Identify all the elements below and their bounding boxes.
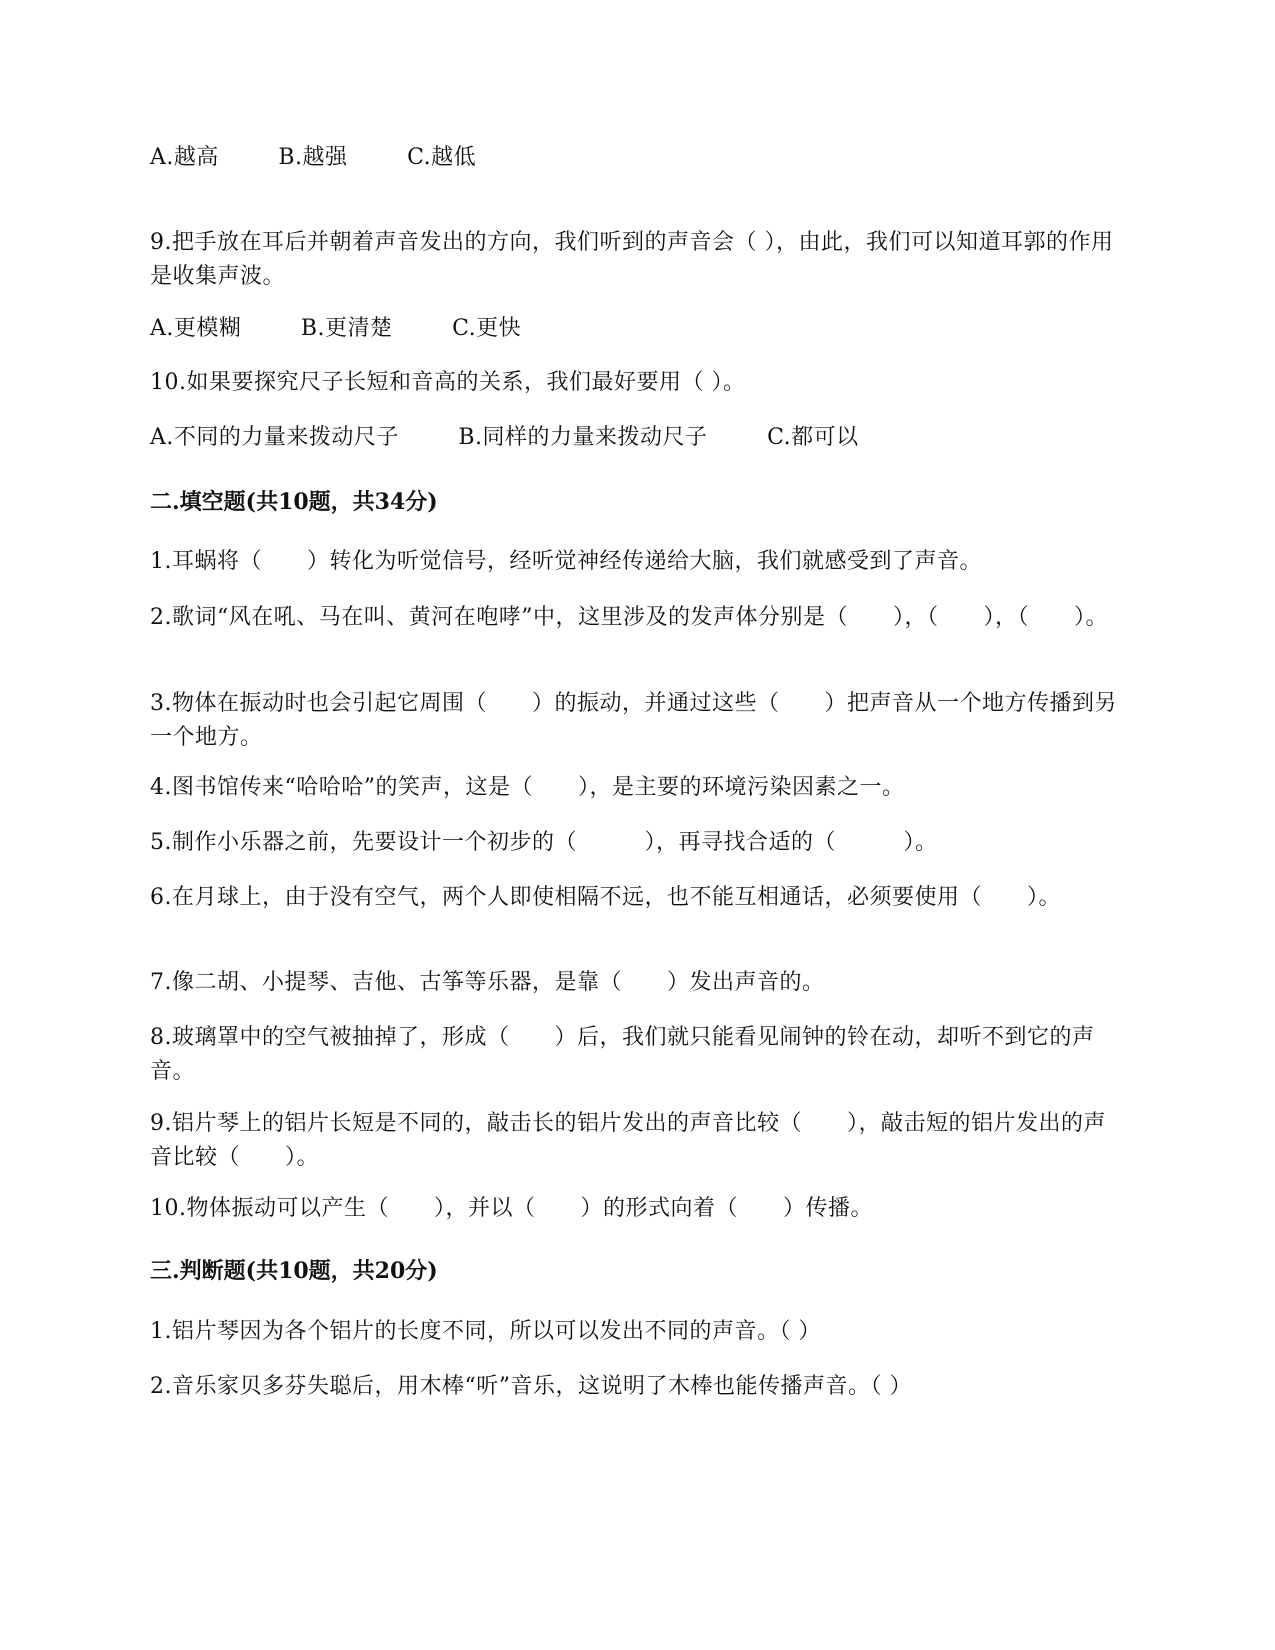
judge-item-1: 1.铝片琴因为各个铝片的长度不同，所以可以发出不同的声音。（ ） (150, 1319, 821, 1344)
q8-option-b: B.越强 (278, 145, 348, 170)
fill-item-3: 3.物体在振动时也会引起它周围（ ）的振动，并通过这些（ ）把声音从一个地方传播到另一个地方。 (150, 691, 1117, 750)
q10-text: 10.如果要探究尺子长短和音高的关系，我们最好要用（ ）。 (150, 370, 746, 395)
q10-option-a: A.不同的力量来拨动尺子 (150, 425, 399, 450)
q9-text: 9.把手放在耳后并朝着声音发出的方向，我们听到的声音会（ ），由此，我们可以知道耳郭的作用是收集声波。 (150, 230, 1114, 289)
q8-options (150, 142, 528, 174)
q8-option-a: A.越高 (150, 145, 219, 170)
q10-option-b: B.同样的力量来拨动尺子 (458, 425, 708, 450)
section2-heading: 二.填空题(共10题，共34分) (150, 489, 438, 515)
q10-options (150, 422, 911, 454)
q9-options (150, 313, 573, 345)
fill-item-1: 1.耳蜗将（ ）转化为听觉信号，经听觉神经传递给大脑，我们就感受到了声音。 (150, 549, 982, 574)
fill-item-4: 4.图书馆传来“哈哈哈”的笑声，这是（ ），是主要的环境污染因素之一。 (150, 775, 905, 800)
judge-item-2: 2.音乐家贝多芬失聪后，用木棒“听”音乐，这说明了木棒也能传播声音。（ ） (150, 1374, 912, 1399)
q10-option-c: C.都可以 (767, 425, 859, 450)
fill-item-9: 9.铝片琴上的铝片长短是不同的，敲击长的铝片发出的声音比较（ ），敲击短的铝片发出的声音比较（ ）。 (150, 1111, 1106, 1170)
q9-option-b: B.更清楚 (300, 316, 393, 341)
fill-item-6: 6.在月球上，由于没有空气，两个人即使相隔不远，也不能互相通话，必须要使用（ ）。 (150, 885, 1061, 910)
q8-option-c: C.越低 (407, 145, 477, 170)
fill-item-2: 2.歌词“风在吼、马在叫、黄河在咆哮”中，这里涉及的发声体分别是（ ），（ ），（ ）。 (150, 605, 1108, 630)
fill-item-5: 5.制作小乐器之前，先要设计一个初步的（ ），再寻找合适的（ ）。 (150, 830, 938, 855)
fill-item-8: 8.玻璃罩中的空气被抽掉了，形成（ ）后，我们就只能看见闹钟的铃在动，却听不到它的声音。 (150, 1025, 1095, 1084)
fill-item-7: 7.像二胡、小提琴、吉他、古筝等乐器，是靠（ ）发出声音的。 (150, 970, 825, 995)
section3-heading: 三.判断题(共10题，共20分) (150, 1258, 438, 1284)
q9-option-c: C.更快 (452, 316, 522, 341)
q9-option-a: A.更模糊 (150, 316, 242, 341)
fill-item-10: 10.物体振动可以产生（ ），并以（ ）的形式向着（ ）传播。 (150, 1196, 873, 1221)
